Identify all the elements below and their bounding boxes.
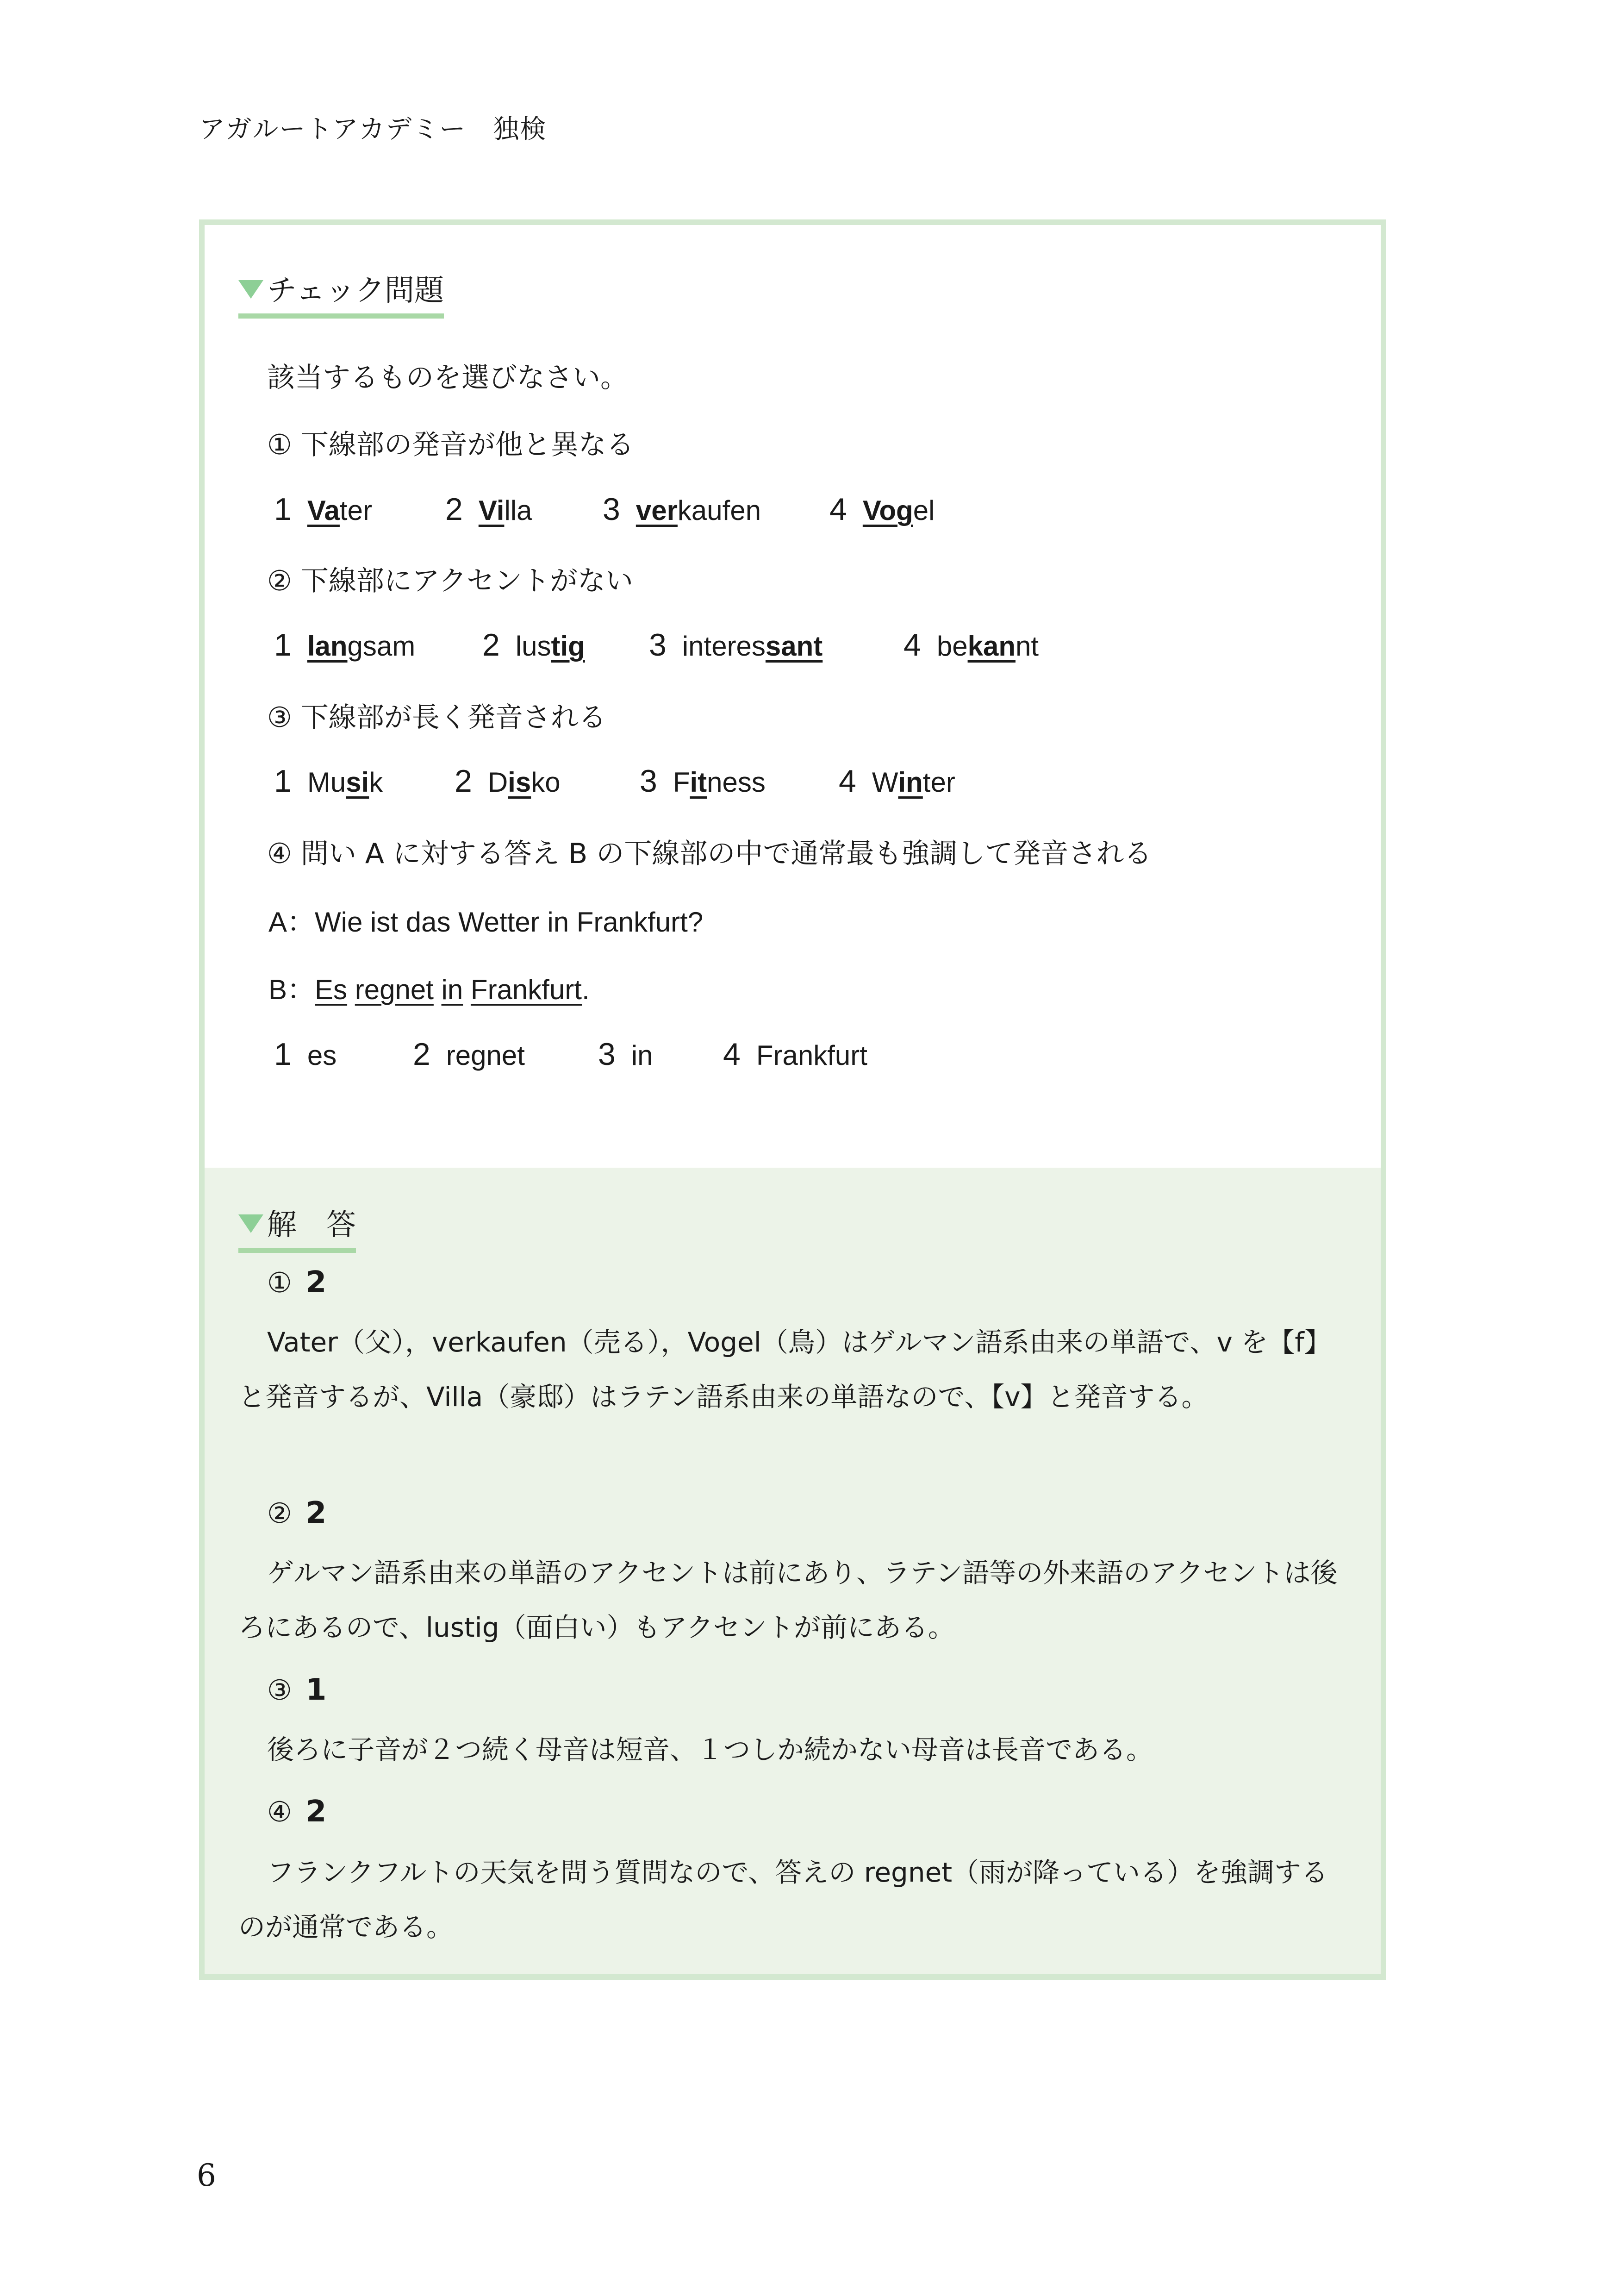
answer-section xyxy=(205,1168,1381,1974)
page-number: 6 xyxy=(197,2158,216,2193)
q4-prompt: ④ 問い A に対する答え B の下線部の中で通常最も強調して発音される xyxy=(267,838,1152,870)
q2-option: 4 bekannt xyxy=(903,627,1039,663)
answer-1-key: ① 2 xyxy=(267,1265,327,1300)
q2-option: 2 lustig xyxy=(482,627,585,663)
answer-4-key: ④ 2 xyxy=(267,1795,327,1829)
q4-option: 4 Frankfurt xyxy=(723,1037,867,1072)
answer-1-text: Vater（父），verkaufen（売る），Vogel（鳥）はゲルマン語系由来の単語で、v を【f】と発音するが、Villa（豪邸）はラテン語系由来の単語なので、【v】と発音する。 xyxy=(238,1326,1331,1413)
q2-prompt: ② 下線部にアクセントがない xyxy=(267,565,634,597)
q1-option: 2 Villa xyxy=(445,492,532,527)
instruction: 該当するものを選びなさい。 xyxy=(267,362,628,394)
answer-2-text: ゲルマン語系由来の単語のアクセントは前にあり、ラテン語等の外来語のアクセントは後ろにあるので、lustig（面白い）もアクセントが前にある。 xyxy=(238,1557,1338,1643)
answer-3-key: ③ 1 xyxy=(267,1673,327,1707)
q1-prompt: ① 下線部の発音が他と異なる xyxy=(267,429,634,461)
q3-option: 4 Winter xyxy=(839,763,955,799)
q4-option: 3 in xyxy=(598,1037,653,1072)
triangle-icon xyxy=(238,280,263,299)
q4-option: 2 regnet xyxy=(413,1037,525,1072)
q2-option: 3 interessant xyxy=(649,627,823,663)
answer-heading: 解 答 xyxy=(238,1201,356,1246)
q4-option: 1 es xyxy=(274,1037,337,1072)
triangle-icon xyxy=(238,1214,263,1233)
q1-option: 3 verkaufen xyxy=(603,492,761,527)
q4-question-a: A：Wie ist das Wetter in Frankfurt? xyxy=(268,907,704,938)
q3-option: 3 Fitness xyxy=(640,763,766,799)
answer-3-text: 後ろに子音が２つ続く母音は短音、１つしか続かない母音は長音である。 xyxy=(267,1734,1153,1765)
q1-option: 4 Vogel xyxy=(829,492,935,527)
q4-answer-b: B：Es regnet in Frankfurt. xyxy=(268,974,590,1005)
header-title: アガルートアカデミー 独検 xyxy=(199,114,547,144)
q3-option: 2 Disko xyxy=(455,763,561,799)
answer-2-key: ② 2 xyxy=(267,1496,327,1530)
q3-option: 1 Musik xyxy=(274,763,383,799)
check-heading: チェック問題 xyxy=(238,267,444,312)
q3-prompt: ③ 下線部が長く発音される xyxy=(267,701,606,734)
answer-4-text: フランクフルトの天気を問う質問なので、答えの regnet（雨が降っている）を強調するのが通常である。 xyxy=(238,1857,1328,1943)
q2-option: 1 langsam xyxy=(274,627,416,663)
check-problem-box xyxy=(199,219,1386,1980)
q1-option: 1 Vater xyxy=(274,492,372,527)
